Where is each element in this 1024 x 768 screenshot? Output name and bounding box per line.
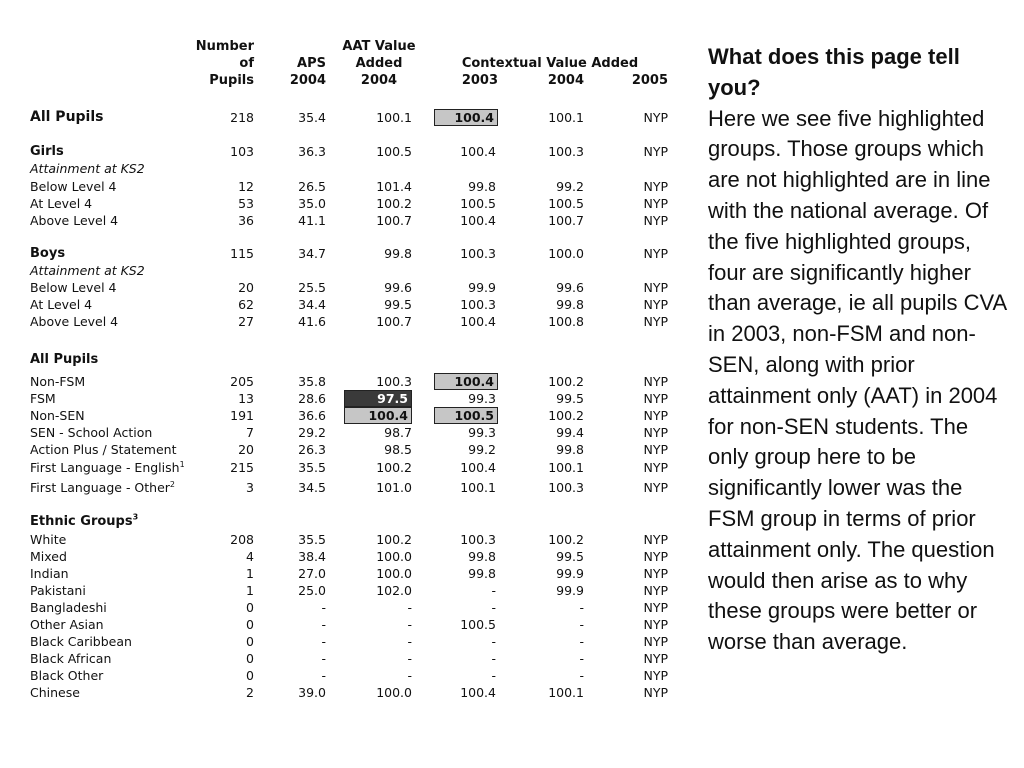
aps-cell: 28.6 <box>298 391 326 406</box>
table-row <box>0 245 700 262</box>
aat-cell: 100.2 <box>376 460 412 475</box>
row-label <box>30 459 185 476</box>
table-row <box>0 212 700 229</box>
table-row <box>0 279 700 296</box>
header-line: 2004 <box>360 73 398 88</box>
cva-2005-cell: NYP <box>643 442 668 457</box>
table-row <box>0 513 700 530</box>
pupils-cell: 191 <box>230 408 254 423</box>
pupils-cell: 1 <box>246 583 254 598</box>
highlighted-cva-2003-cell: 100.4 <box>434 373 498 390</box>
pupils-cell: 4 <box>246 549 254 564</box>
aps-cell: - <box>321 651 326 666</box>
table-row <box>0 313 700 330</box>
table-row <box>0 195 700 212</box>
cva-2005-cell: NYP <box>643 617 668 632</box>
row-label-text: Chinese <box>30 685 80 700</box>
aps-cell: 36.3 <box>298 144 326 159</box>
table-row <box>0 441 700 458</box>
footnote-marker: 3 <box>132 512 139 522</box>
row-label <box>30 616 104 633</box>
aat-cell: 98.7 <box>384 425 412 440</box>
cva-2005-cell: NYP <box>643 549 668 564</box>
header-cva-2003: 2003 <box>461 73 498 88</box>
row-label <box>30 667 103 684</box>
pupils-cell: 0 <box>246 634 254 649</box>
pupils-cell: 3 <box>246 480 254 495</box>
aat-cell: 102.0 <box>376 583 412 598</box>
row-label-text: Boys <box>30 246 66 261</box>
row-label <box>30 313 118 330</box>
aat-cell: 101.4 <box>376 179 412 194</box>
aps-cell: - <box>321 617 326 632</box>
row-label <box>30 143 64 160</box>
cva-2004-cell: - <box>579 617 584 632</box>
row-label-text: Girls <box>30 144 64 159</box>
aps-cell: 25.0 <box>298 583 326 598</box>
cva-2005-cell: NYP <box>643 246 668 261</box>
aps-cell: 35.0 <box>298 196 326 211</box>
aat-cell: - <box>407 600 412 615</box>
aps-cell: 41.1 <box>298 213 326 228</box>
row-label-text: First Language - English <box>30 460 180 475</box>
highlighted-aat-cell: 100.4 <box>344 407 412 424</box>
table-row <box>0 178 700 195</box>
explanation-body: Here we see five highlighted groups. Those groups which are not highlighted are in line with the national average. Of the five highlighted groups, four are significantly higher than average, ie all pupils CVA in 2003, non-FSM and non-SEN, along with prior attainment only (AAT) in 2004 for non-SEN students. The only group here to be significantly lower was the FSM group in terms of prior attainment only. The question would then arise as to why these groups were better or worse than average. <box>708 105 1006 655</box>
aat-cell: 100.1 <box>376 110 412 125</box>
highlighted-cva-2003-cell: 100.5 <box>434 407 498 424</box>
aat-cell: 99.5 <box>384 297 412 312</box>
cva-2003-cell: 99.3 <box>468 425 496 440</box>
row-label-text: FSM <box>30 391 56 406</box>
table-row <box>0 582 700 599</box>
aat-cell: 100.0 <box>376 549 412 564</box>
pupils-cell: 12 <box>238 179 254 194</box>
aps-cell: - <box>321 600 326 615</box>
row-label <box>30 390 56 407</box>
cva-2003-cell: 100.4 <box>460 144 496 159</box>
aat-cell: 100.2 <box>376 532 412 547</box>
pupils-cell: 115 <box>230 246 254 261</box>
explanation-panel <box>708 42 1014 658</box>
aat-cell: - <box>407 668 412 683</box>
row-label-text: Attainment at KS2 <box>30 161 145 176</box>
header-cva-2005: 2005 <box>631 73 668 88</box>
pupils-cell: 2 <box>246 685 254 700</box>
pupils-cell: 53 <box>238 196 254 211</box>
pupils-cell: 0 <box>246 651 254 666</box>
pupils-cell: 0 <box>246 668 254 683</box>
cva-2005-cell: NYP <box>643 196 668 211</box>
aps-cell: - <box>321 668 326 683</box>
aps-cell: 36.6 <box>298 408 326 423</box>
aps-cell: 35.4 <box>298 110 326 125</box>
aat-cell: - <box>407 651 412 666</box>
footnote-marker: 2 <box>169 479 176 489</box>
cva-2005-cell: NYP <box>643 566 668 581</box>
row-label <box>30 650 111 667</box>
cva-2003-cell: - <box>491 668 496 683</box>
cva-2003-cell: 99.9 <box>468 280 496 295</box>
pupils-cell: 218 <box>230 110 254 125</box>
cva-2005-cell: NYP <box>643 685 668 700</box>
cva-2005-cell: NYP <box>643 374 668 389</box>
table-row <box>0 109 700 126</box>
row-label <box>30 531 66 548</box>
aat-cell: 100.3 <box>376 374 412 389</box>
row-label-text: Non-FSM <box>30 374 86 389</box>
cva-2003-cell: 99.8 <box>468 549 496 564</box>
table-row <box>0 479 700 496</box>
row-label-text: Action Plus / Statement <box>30 442 177 457</box>
row-label-text: Black Other <box>30 668 104 683</box>
cva-2004-cell: 99.8 <box>556 297 584 312</box>
cva-2005-cell: NYP <box>643 110 668 125</box>
aat-cell: - <box>407 634 412 649</box>
aat-cell: 100.5 <box>376 144 412 159</box>
cva-2003-cell: 100.5 <box>460 617 496 632</box>
aat-cell: 99.8 <box>384 246 412 261</box>
cva-2005-cell: NYP <box>643 297 668 312</box>
row-label <box>30 262 145 279</box>
row-label <box>30 479 175 496</box>
aat-cell: 100.0 <box>376 566 412 581</box>
pupils-cell: 27 <box>238 314 254 329</box>
cva-2003-cell: 100.4 <box>460 685 496 700</box>
aat-cell: - <box>407 617 412 632</box>
cva-2003-cell: 100.1 <box>460 480 496 495</box>
row-label-text: Above Level 4 <box>30 314 119 329</box>
row-label <box>30 195 92 212</box>
pupils-cell: 7 <box>246 425 254 440</box>
pupils-cell: 20 <box>238 280 254 295</box>
aps-cell: 26.5 <box>298 179 326 194</box>
table-row <box>0 351 700 368</box>
cva-2004-cell: 99.2 <box>556 179 584 194</box>
cva-2004-cell: 100.1 <box>548 460 584 475</box>
aat-cell: 100.7 <box>376 213 412 228</box>
cva-2003-cell: - <box>491 600 496 615</box>
pupils-cell: 208 <box>230 532 254 547</box>
cva-2005-cell: NYP <box>643 425 668 440</box>
pupils-cell: 0 <box>246 617 254 632</box>
aat-cell: 100.7 <box>376 314 412 329</box>
cva-2004-cell: - <box>579 668 584 683</box>
pupils-cell: 62 <box>238 297 254 312</box>
aps-cell: 41.6 <box>298 314 326 329</box>
cva-2003-cell: 100.4 <box>460 460 496 475</box>
cva-2004-cell: 99.9 <box>556 583 584 598</box>
cva-2005-cell: NYP <box>643 460 668 475</box>
row-label <box>30 279 117 296</box>
cva-2005-cell: NYP <box>643 280 668 295</box>
header-aps-2004 <box>270 55 326 89</box>
cva-2004-cell: 99.4 <box>556 425 584 440</box>
cva-2005-cell: NYP <box>643 213 668 228</box>
table-row <box>0 531 700 548</box>
cva-2005-cell: NYP <box>643 144 668 159</box>
aat-cell: 98.5 <box>384 442 412 457</box>
cva-2004-cell: 100.1 <box>548 685 584 700</box>
row-label-text: Black African <box>30 651 112 666</box>
header-aat-value-added <box>334 38 424 89</box>
aps-cell: 26.3 <box>298 442 326 457</box>
row-label <box>30 245 65 262</box>
cva-2003-cell: 99.8 <box>468 179 496 194</box>
row-label-text: At Level 4 <box>30 297 93 312</box>
aps-cell: 35.8 <box>298 374 326 389</box>
cva-2003-cell: 100.5 <box>460 196 496 211</box>
header-contextual-value-added: Contextual Value Added <box>461 56 639 71</box>
row-label-text: Ethnic Groups <box>30 514 133 529</box>
row-label <box>30 599 107 616</box>
row-label <box>30 684 80 701</box>
footnote-marker: 1 <box>179 459 185 469</box>
row-label <box>30 565 69 582</box>
cva-2004-cell: 100.7 <box>548 213 584 228</box>
table-row <box>0 296 700 313</box>
row-label-text: White <box>30 532 67 547</box>
aps-cell: 35.5 <box>298 532 326 547</box>
pupils-cell: 103 <box>230 144 254 159</box>
row-label <box>30 582 86 599</box>
cva-2004-cell: - <box>579 651 584 666</box>
cva-2005-cell: NYP <box>643 651 668 666</box>
cva-2004-cell: 99.9 <box>556 566 584 581</box>
header-cva-2004: 2004 <box>547 73 584 88</box>
cva-2003-cell: 99.8 <box>468 566 496 581</box>
aps-cell: 34.5 <box>298 480 326 495</box>
row-label-text: First Language - Other <box>30 480 170 495</box>
cva-2003-cell: 100.3 <box>460 246 496 261</box>
table-row <box>0 565 700 582</box>
aps-cell: 39.0 <box>298 685 326 700</box>
cva-2005-cell: NYP <box>643 391 668 406</box>
cva-2003-cell: 100.3 <box>460 297 496 312</box>
table-row <box>0 407 700 424</box>
row-label-text: Indian <box>30 566 69 581</box>
cva-2004-cell: 100.8 <box>548 314 584 329</box>
row-label-text: Bangladeshi <box>30 600 107 615</box>
cva-2004-cell: - <box>579 600 584 615</box>
table-row <box>0 459 700 476</box>
row-label <box>30 296 92 313</box>
cva-2004-cell: 99.6 <box>556 280 584 295</box>
table-row <box>0 373 700 390</box>
header-line: of <box>239 56 254 71</box>
row-label-text: Pakistani <box>30 583 86 598</box>
table-row <box>0 616 700 633</box>
row-label <box>30 212 118 229</box>
cva-2005-cell: NYP <box>643 668 668 683</box>
row-label-text: Non-SEN <box>30 408 85 423</box>
row-label-text: Mixed <box>30 549 67 564</box>
cva-2003-cell: 99.3 <box>468 391 496 406</box>
pupils-cell: 36 <box>238 213 254 228</box>
row-label <box>30 160 145 177</box>
row-label <box>30 633 132 650</box>
table-row <box>0 650 700 667</box>
header-line: Number <box>195 39 254 54</box>
aps-cell: 34.4 <box>298 297 326 312</box>
cva-2004-cell: 100.1 <box>548 110 584 125</box>
table-row <box>0 424 700 441</box>
cva-2005-cell: NYP <box>643 532 668 547</box>
table-row <box>0 143 700 160</box>
pupils-cell: 0 <box>246 600 254 615</box>
row-label <box>30 424 152 441</box>
cva-2003-cell: - <box>491 634 496 649</box>
pupils-cell: 215 <box>230 460 254 475</box>
cva-2005-cell: NYP <box>643 634 668 649</box>
aps-cell: 27.0 <box>298 566 326 581</box>
explanation-title: What does this page tell you? <box>708 44 960 100</box>
table-row <box>0 667 700 684</box>
row-label-text: All Pupils <box>30 109 104 125</box>
row-label <box>30 373 85 390</box>
row-label <box>30 407 85 424</box>
cva-2004-cell: 99.5 <box>556 391 584 406</box>
cva-2003-cell: - <box>491 651 496 666</box>
row-label <box>30 513 138 530</box>
cva-2004-cell: 100.3 <box>548 144 584 159</box>
table-row <box>0 160 700 177</box>
cva-2003-cell: 100.4 <box>460 213 496 228</box>
aat-cell: 100.2 <box>376 196 412 211</box>
row-label-text: Black Caribbean <box>30 634 132 649</box>
cva-2004-cell: - <box>579 634 584 649</box>
table-row <box>0 599 700 616</box>
row-label <box>30 441 177 458</box>
aat-cell: 100.0 <box>376 685 412 700</box>
table-row <box>0 390 700 407</box>
aps-cell: 38.4 <box>298 549 326 564</box>
cva-2004-cell: 100.3 <box>548 480 584 495</box>
cva-2003-cell: 100.4 <box>460 314 496 329</box>
aps-cell: - <box>321 634 326 649</box>
cva-2004-cell: 99.8 <box>556 442 584 457</box>
pupils-cell: 13 <box>238 391 254 406</box>
table-row <box>0 262 700 279</box>
cva-2004-cell: 100.2 <box>548 408 584 423</box>
header-line: 2004 <box>289 73 326 88</box>
cva-2005-cell: NYP <box>643 480 668 495</box>
row-label <box>30 548 67 565</box>
aps-cell: 25.5 <box>298 280 326 295</box>
cva-2005-cell: NYP <box>643 179 668 194</box>
cva-2004-cell: 100.5 <box>548 196 584 211</box>
header-line: AAT Value <box>342 39 416 54</box>
cva-2005-cell: NYP <box>643 600 668 615</box>
highlighted-cva-2003-cell: 100.4 <box>434 109 498 126</box>
cva-2003-cell: - <box>491 583 496 598</box>
pupils-cell: 205 <box>230 374 254 389</box>
row-label-text: Below Level 4 <box>30 280 117 295</box>
aat-cell: 101.0 <box>376 480 412 495</box>
row-label <box>30 351 98 368</box>
cva-2005-cell: NYP <box>643 583 668 598</box>
cva-2004-cell: 100.2 <box>548 374 584 389</box>
row-label-text: Attainment at KS2 <box>30 263 145 278</box>
cva-2005-cell: NYP <box>643 314 668 329</box>
pupils-cell: 20 <box>238 442 254 457</box>
aps-cell: 29.2 <box>298 425 326 440</box>
pupils-cell: 1 <box>246 566 254 581</box>
cva-2005-cell: NYP <box>643 408 668 423</box>
table-row <box>0 633 700 650</box>
row-label-text: SEN - School Action <box>30 425 153 440</box>
aps-cell: 34.7 <box>298 246 326 261</box>
highlighted-aat-cell: 97.5 <box>344 390 412 407</box>
row-label-text: At Level 4 <box>30 196 93 211</box>
row-label-text: Below Level 4 <box>30 179 117 194</box>
row-label <box>30 178 117 195</box>
cva-2004-cell: 100.0 <box>548 246 584 261</box>
table-row <box>0 684 700 701</box>
header-line: Pupils <box>209 73 254 88</box>
cva-2004-cell: 99.5 <box>556 549 584 564</box>
row-label-text: Other Asian <box>30 617 104 632</box>
cva-2003-cell: 100.3 <box>460 532 496 547</box>
row-label <box>30 109 104 126</box>
header-number-of-pupils <box>190 38 254 89</box>
table-row <box>0 548 700 565</box>
cva-2004-cell: 100.2 <box>548 532 584 547</box>
header-line: Added <box>355 56 403 71</box>
header-line: APS <box>297 56 326 71</box>
aps-cell: 35.5 <box>298 460 326 475</box>
row-label-text: Above Level 4 <box>30 213 119 228</box>
cva-2003-cell: 99.2 <box>468 442 496 457</box>
aat-cell: 99.6 <box>384 280 412 295</box>
row-label-text: All Pupils <box>30 352 99 367</box>
